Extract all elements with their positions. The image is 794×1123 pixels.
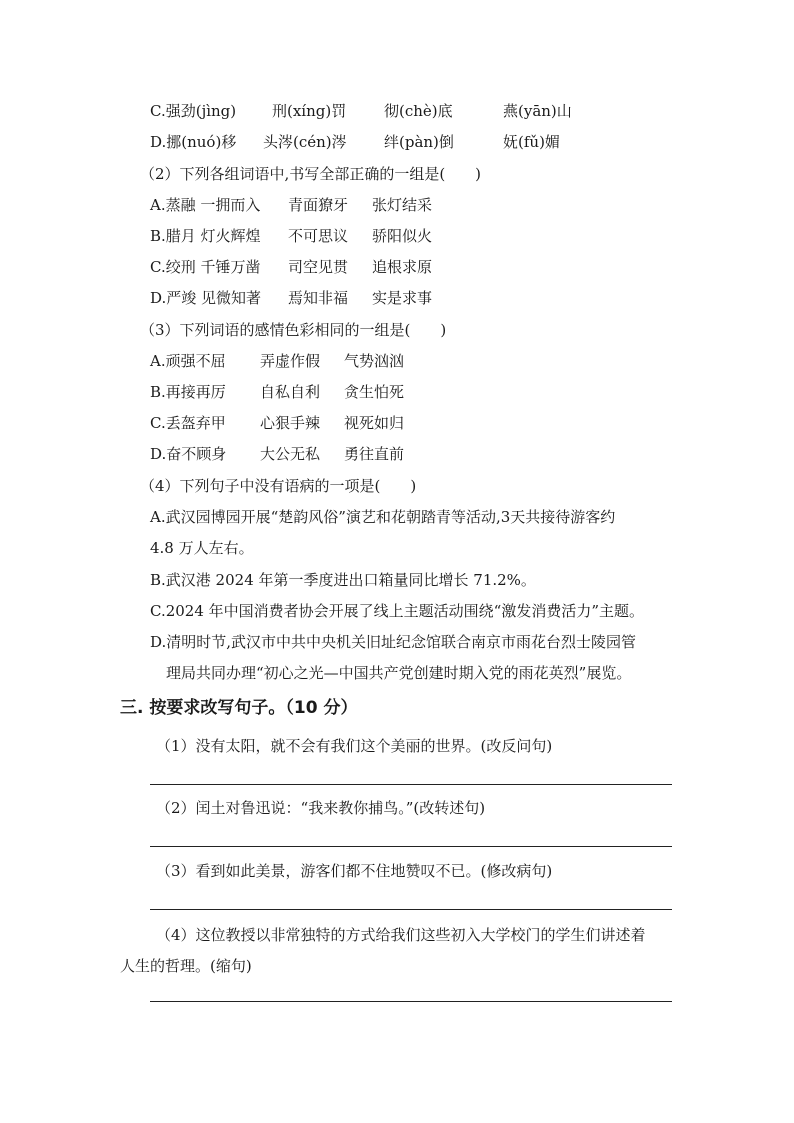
q1-option-d-label: D.挪(nuó)移 <box>150 133 237 151</box>
q2-option-b-word2: 不可思议 <box>288 227 349 245</box>
q2-option-c-word3: 追根求原 <box>372 258 433 276</box>
q3-option-a-label: A.顽强不屈 <box>150 352 226 370</box>
q2-option-a-word3: 张灯结采 <box>372 196 433 214</box>
q2-option-c-word2: 司空见贯 <box>288 258 349 276</box>
q3-option-b-label: B.再接再厉 <box>150 383 226 401</box>
rewrite-item-4-line2: 人生的哲理。(缩句) <box>120 957 252 975</box>
q1-option-d-word2: 头涔(cén)涔 <box>263 133 347 151</box>
q3-stem: （3）下列词语的感情色彩相同的一组是( ) <box>140 321 447 339</box>
q1-option-d-word4: 妩(fǔ)媚 <box>503 133 560 151</box>
q2-option-d-word3: 实是求事 <box>372 289 433 307</box>
q2-option-d-label: D.严竣 见微知著 <box>150 289 262 307</box>
answer-line-2[interactable] <box>150 846 672 847</box>
q3-option-c-word3: 视死如归 <box>344 414 405 432</box>
q3-option-a-word2: 弄虚作假 <box>260 352 321 370</box>
rewrite-item-4-line1: （4）这位教授以非常独特的方式给我们这些初入大学校门的学生们讲述着 <box>156 926 646 944</box>
q3-option-d-word2: 大公无私 <box>260 445 321 463</box>
q3-option-a-word3: 气势汹汹 <box>344 352 405 370</box>
q4-option-a-line1: A.武汉园博园开展“楚韵风俗”演艺和花朝踏青等活动,3天共接待游客约 <box>150 508 616 526</box>
q3-option-c-label: C.丢盔弃甲 <box>150 414 226 432</box>
q3-option-d-label: D.奋不顾身 <box>150 445 227 463</box>
q3-option-d-word3: 勇往直前 <box>344 445 405 463</box>
q2-option-a-word2: 青面獠牙 <box>288 196 349 214</box>
q3-option-b-word3: 贪生怕死 <box>344 383 405 401</box>
q2-option-a-label: A.蒸融 一拥而入 <box>150 196 261 214</box>
q4-option-c: C.2024 年中国消费者协会开展了线上主题活动围绕“激发消费活力”主题。 <box>150 602 644 620</box>
q2-stem: （2）下列各组词语中,书写全部正确的一组是( ) <box>140 165 482 183</box>
answer-line-4[interactable] <box>150 1001 672 1002</box>
q2-option-d-word2: 焉知非福 <box>288 289 349 307</box>
answer-line-3[interactable] <box>150 909 672 910</box>
q1-option-c-label: C.强劲(jìng) <box>150 102 237 120</box>
q1-option-c-word2: 刑(xíng)罚 <box>272 102 347 120</box>
q2-option-b-word3: 骄阳似火 <box>372 227 433 245</box>
q3-option-b-word2: 自私自利 <box>260 383 321 401</box>
rewrite-item-1: （1）没有太阳，就不会有我们这个美丽的世界。(改反问句) <box>156 737 553 755</box>
q4-option-d-line2: 理局共同办理“初心之光—中国共产党创建时期入党的雨花英烈”展览。 <box>166 664 632 682</box>
q2-option-c-label: C.绞刑 千锤万凿 <box>150 258 261 276</box>
q3-option-c-word2: 心狠手辣 <box>260 414 321 432</box>
q1-option-c-word4: 燕(yān)山 <box>503 102 572 120</box>
q4-option-a-line2: 4.8 万人左右。 <box>150 539 254 557</box>
q4-option-d-line1: D.清明时节,武汉市中共中央机关旧址纪念馆联合南京市雨花台烈士陵园管 <box>150 633 637 651</box>
rewrite-item-3: （3）看到如此美景，游客们都不住地赞叹不已。(修改病句) <box>156 862 553 880</box>
q1-option-d-word3: 绊(pàn)倒 <box>384 133 454 151</box>
q2-option-b-label: B.腊月 灯火辉煌 <box>150 227 261 245</box>
q4-stem: （4）下列句子中没有语病的一项是( ) <box>140 477 417 495</box>
section-3-title: 三. 按要求改写句子。（10 分） <box>120 698 358 718</box>
answer-line-1[interactable] <box>150 784 672 785</box>
rewrite-item-2: （2）闰土对鲁迅说：“我来教你捕鸟。”(改转述句) <box>156 799 486 817</box>
q1-option-c-word3: 彻(chè)底 <box>384 102 453 120</box>
q4-option-b: B.武汉港 2024 年第一季度进出口箱量同比增长 71.2%。 <box>150 571 536 589</box>
